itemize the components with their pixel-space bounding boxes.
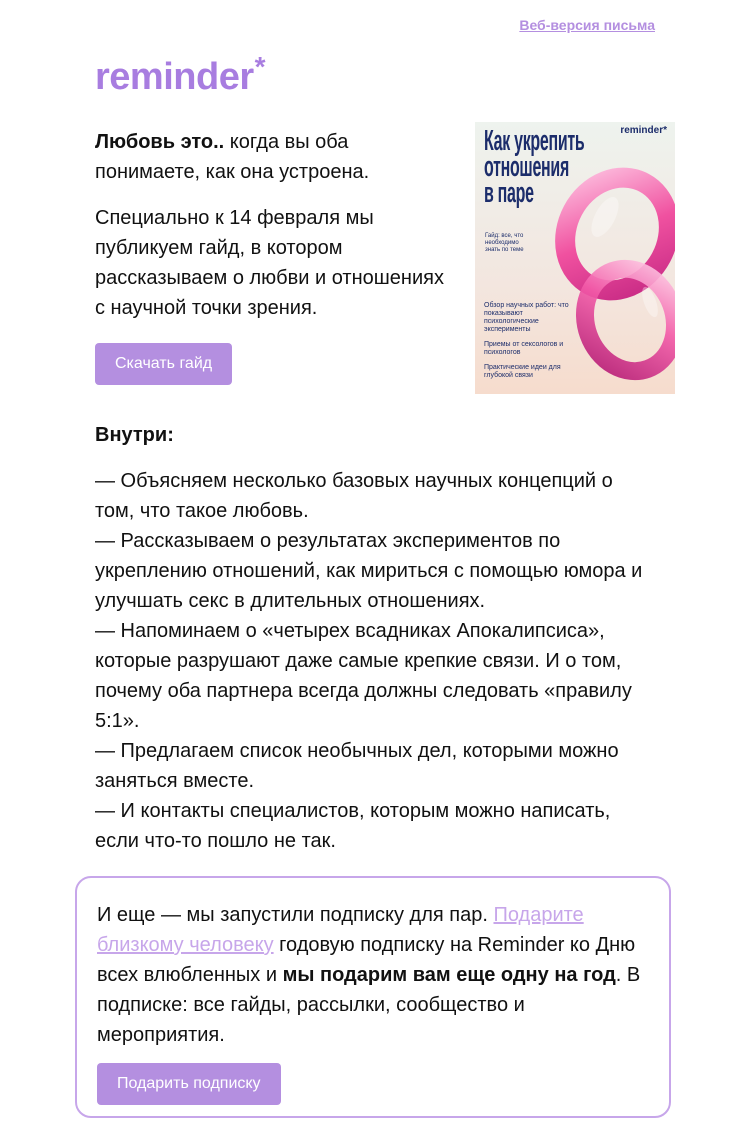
- cover-title-line: в паре: [484, 177, 534, 209]
- list-item: — Напоминаем о «четырех всадниках Апокалипсиса», которые разрушают даже самые крепкие связи. И о том, почему оба партнера всегда должны следовать «правилу 5:1».: [95, 620, 632, 732]
- intro-lead-rest: когда вы оба понимаете, как она устроена.: [95, 131, 370, 183]
- web-version-link[interactable]: Веб-версия письма: [519, 17, 655, 33]
- cover-title: [484, 125, 589, 209]
- intro-lead: [95, 127, 455, 187]
- list-item: — Объясняем несколько базовых научных концепций о том, что такое любовь.: [95, 470, 613, 522]
- cover-brand: reminder*: [620, 125, 667, 136]
- cover-list-item: Обзор научных работ: что показывают психологические эксперименты: [484, 302, 569, 333]
- reminder-logo[interactable]: [95, 51, 266, 98]
- inside-heading: Внутри:: [95, 424, 174, 446]
- guide-cover-image[interactable]: [475, 122, 675, 394]
- promo-text: [97, 900, 657, 1050]
- list-item: — Рассказываем о результатах экспериментов по укреплению отношений, как мириться с помощью юмора и улучшать секс в длительных отношениях.: [95, 530, 643, 612]
- promo-text-part: . В подписке: все гайды, рассылки, сообщество и мероприятия.: [97, 964, 641, 1046]
- couples-subscription-box: [75, 876, 671, 1118]
- gift-subscription-button[interactable]: Подарить подписку: [97, 1063, 281, 1105]
- cover-list: [484, 302, 569, 380]
- logo-text: reminder: [95, 56, 254, 98]
- cover-title-line: отношения: [484, 151, 569, 183]
- download-guide-button[interactable]: Скачать гайд: [95, 343, 232, 385]
- intro-paragraph: Специально к 14 февраля мы публикуем гайд, в котором рассказываем о любви и отношениях с научной точки зрения.: [95, 207, 444, 319]
- gift-link[interactable]: Подарите близкому человеку: [97, 904, 584, 956]
- inside-list: [95, 466, 655, 856]
- promo-bold-text: мы подарим вам еще одну на год: [282, 964, 616, 986]
- logo-star: *: [254, 51, 266, 82]
- cover-title-line: Как укрепить: [484, 125, 585, 157]
- cover-list-item: Практические идеи для глубокой связи: [484, 364, 561, 379]
- promo-text-part: И еще — мы запустили подписку для пар.: [97, 904, 494, 926]
- intro-section: [95, 127, 455, 323]
- promo-text-part: годовую подписку на Reminder ко Дню всех влюбленных и: [97, 934, 636, 986]
- list-item: — Предлагаем список необычных дел, которыми можно заняться вместе.: [95, 740, 619, 792]
- cover-list-item: Приемы от сексологов и психологов: [484, 341, 564, 356]
- cover-subtitle: Гайд: все, что необходимо знать по теме: [485, 233, 524, 253]
- list-item: — И контакты специалистов, которым можно написать, если что-то пошло не так.: [95, 800, 611, 852]
- intro-lead-bold: Любовь это..: [95, 131, 225, 153]
